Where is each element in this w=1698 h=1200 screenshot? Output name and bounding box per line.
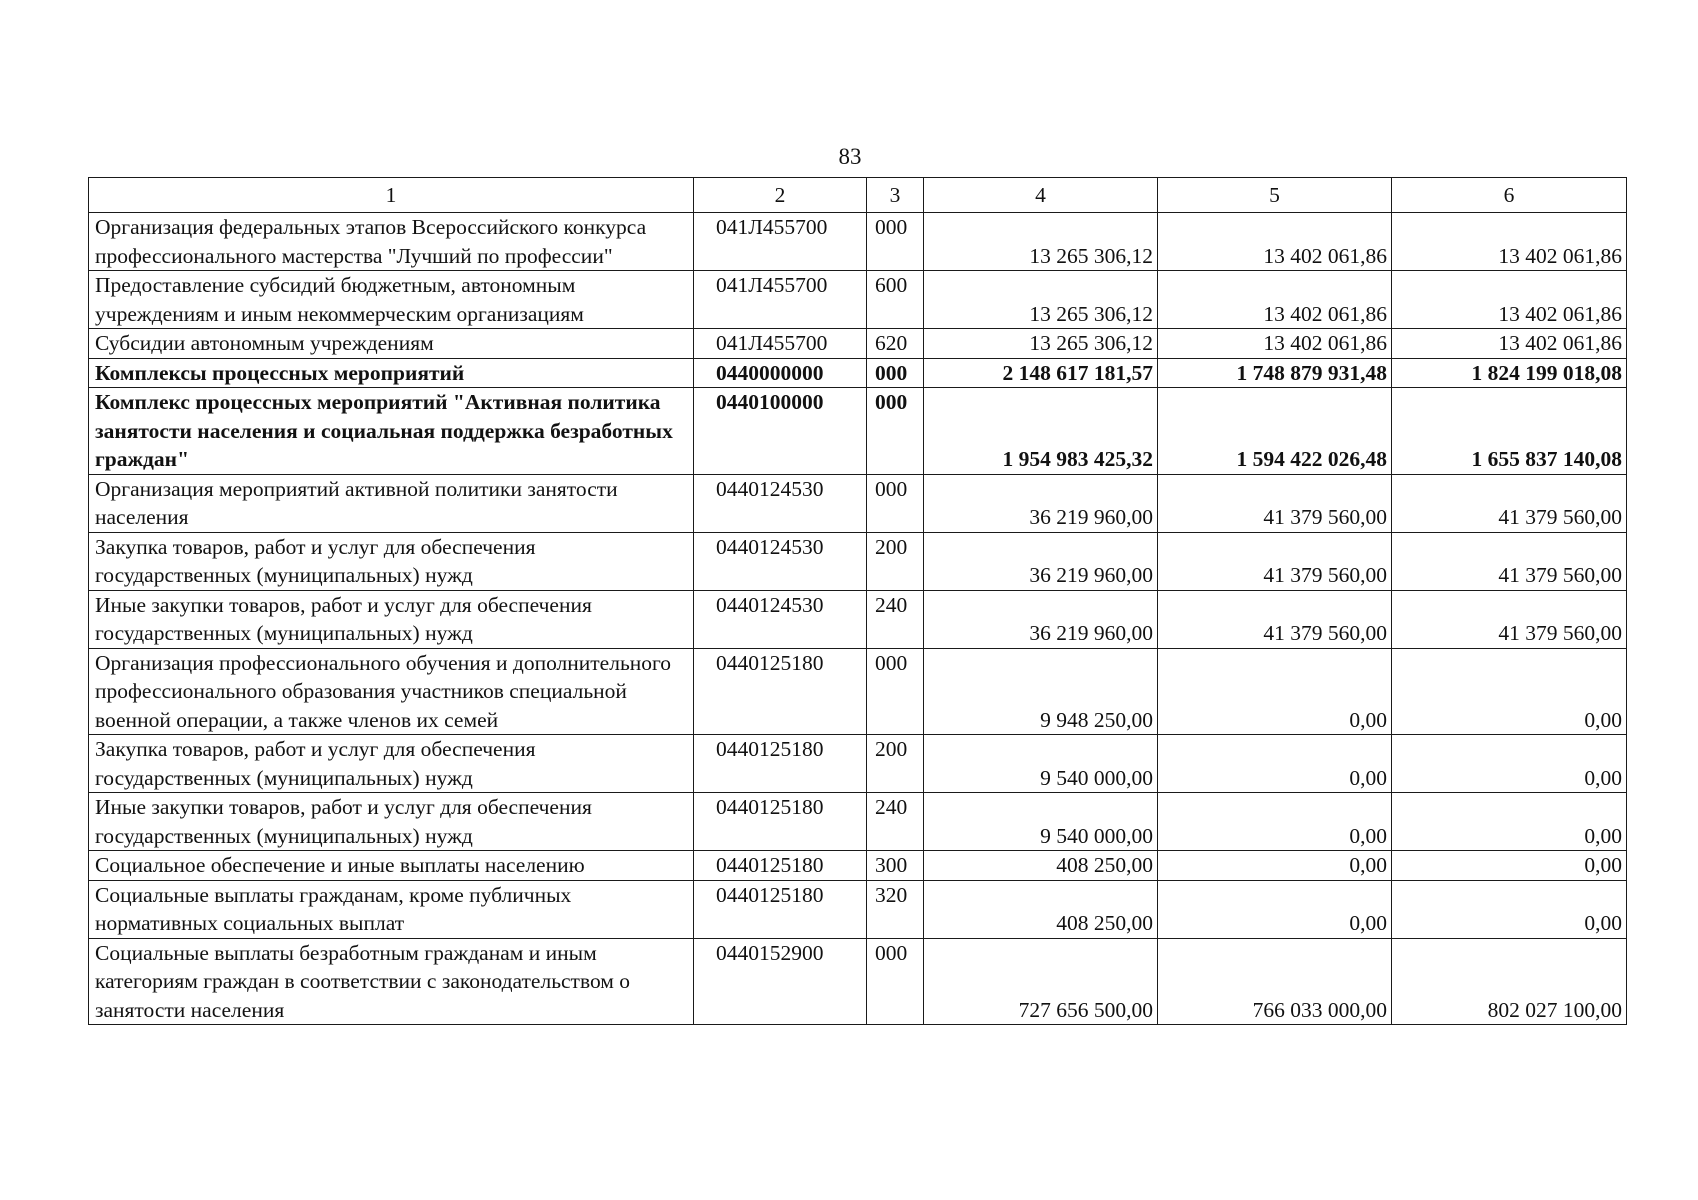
row-amount-col4: 1 954 983 425,32 — [924, 388, 1158, 475]
row-amount-col6: 13 402 061,86 — [1392, 329, 1627, 359]
header-row — [89, 178, 1627, 213]
header-cell-1: 1 — [89, 178, 694, 213]
table-row — [89, 271, 1627, 329]
row-amount-col5: 1 748 879 931,48 — [1158, 358, 1392, 388]
row-amount-col5: 13 402 061,86 — [1158, 329, 1392, 359]
row-amount-col4: 13 265 306,12 — [924, 213, 1158, 271]
row-name: Организация профессионального обучения и дополнительного профессионального образования участников специальной военной операции, а также членов их семей — [89, 648, 694, 735]
row-amount-col6: 41 379 560,00 — [1392, 590, 1627, 648]
row-expense-type: 320 — [867, 880, 924, 938]
row-amount-col6: 802 027 100,00 — [1392, 938, 1627, 1025]
budget-table-body — [89, 178, 1627, 1025]
row-name: Закупка товаров, работ и услуг для обеспечения государственных (муниципальных) нужд — [89, 532, 694, 590]
row-target-code: 0440125180 — [694, 735, 867, 793]
row-amount-col4: 36 219 960,00 — [924, 474, 1158, 532]
row-name: Социальные выплаты безработным гражданам и иным категориям граждан в соответствии с законодательством о занятости населения — [89, 938, 694, 1025]
row-amount-col5: 0,00 — [1158, 880, 1392, 938]
table-row — [89, 851, 1627, 881]
row-amount-col4: 9 540 000,00 — [924, 735, 1158, 793]
header-cell-6: 6 — [1392, 178, 1627, 213]
row-name: Закупка товаров, работ и услуг для обеспечения государственных (муниципальных) нужд — [89, 735, 694, 793]
table-row — [89, 329, 1627, 359]
row-name: Иные закупки товаров, работ и услуг для обеспечения государственных (муниципальных) нужд — [89, 793, 694, 851]
table-row — [89, 388, 1627, 475]
row-amount-col4: 13 265 306,12 — [924, 329, 1158, 359]
header-cell-2: 2 — [694, 178, 867, 213]
row-amount-col6: 0,00 — [1392, 735, 1627, 793]
row-amount-col6: 41 379 560,00 — [1392, 532, 1627, 590]
row-name: Предоставление субсидий бюджетным, автономным учреждениям и иным некоммерческим организациям — [89, 271, 694, 329]
row-amount-col5: 13 402 061,86 — [1158, 271, 1392, 329]
row-amount-col5: 41 379 560,00 — [1158, 474, 1392, 532]
row-name: Организация федеральных этапов Всероссийского конкурса профессионального мастерства "Лучший по профессии" — [89, 213, 694, 271]
row-amount-col4: 36 219 960,00 — [924, 532, 1158, 590]
row-name: Субсидии автономным учреждениям — [89, 329, 694, 359]
row-amount-col6: 0,00 — [1392, 793, 1627, 851]
row-amount-col6: 13 402 061,86 — [1392, 213, 1627, 271]
row-target-code: 0440125180 — [694, 648, 867, 735]
row-target-code: 0440125180 — [694, 880, 867, 938]
row-amount-col4: 36 219 960,00 — [924, 590, 1158, 648]
row-expense-type: 240 — [867, 793, 924, 851]
row-expense-type: 240 — [867, 590, 924, 648]
row-amount-col6: 0,00 — [1392, 880, 1627, 938]
row-amount-col4: 9 948 250,00 — [924, 648, 1158, 735]
table-row — [89, 880, 1627, 938]
row-target-code: 0440100000 — [694, 388, 867, 475]
row-target-code: 041Л455700 — [694, 329, 867, 359]
row-expense-type: 000 — [867, 938, 924, 1025]
budget-table — [88, 177, 1627, 1025]
row-expense-type: 000 — [867, 648, 924, 735]
row-amount-col4: 2 148 617 181,57 — [924, 358, 1158, 388]
row-amount-col5: 41 379 560,00 — [1158, 590, 1392, 648]
row-amount-col6: 41 379 560,00 — [1392, 474, 1627, 532]
row-amount-col6: 1 655 837 140,08 — [1392, 388, 1627, 475]
row-name: Комплекс процессных мероприятий "Активная политика занятости населения и социальная поддержка безработных граждан" — [89, 388, 694, 475]
row-name: Иные закупки товаров, работ и услуг для обеспечения государственных (муниципальных) нужд — [89, 590, 694, 648]
row-amount-col5: 766 033 000,00 — [1158, 938, 1392, 1025]
row-expense-type: 000 — [867, 358, 924, 388]
row-target-code: 041Л455700 — [694, 271, 867, 329]
row-expense-type: 620 — [867, 329, 924, 359]
row-amount-col4: 727 656 500,00 — [924, 938, 1158, 1025]
table-row — [89, 648, 1627, 735]
row-amount-col6: 0,00 — [1392, 851, 1627, 881]
row-expense-type: 300 — [867, 851, 924, 881]
row-amount-col6: 0,00 — [1392, 648, 1627, 735]
row-target-code: 0440152900 — [694, 938, 867, 1025]
row-target-code: 041Л455700 — [694, 213, 867, 271]
row-amount-col4: 9 540 000,00 — [924, 793, 1158, 851]
row-expense-type: 000 — [867, 213, 924, 271]
row-target-code: 0440125180 — [694, 793, 867, 851]
row-target-code: 0440125180 — [694, 851, 867, 881]
row-amount-col5: 41 379 560,00 — [1158, 532, 1392, 590]
row-target-code: 0440124530 — [694, 590, 867, 648]
table-row — [89, 793, 1627, 851]
row-amount-col5: 0,00 — [1158, 648, 1392, 735]
row-target-code: 0440124530 — [694, 474, 867, 532]
row-amount-col4: 408 250,00 — [924, 880, 1158, 938]
row-expense-type: 000 — [867, 388, 924, 475]
table-row — [89, 735, 1627, 793]
row-amount-col4: 13 265 306,12 — [924, 271, 1158, 329]
row-amount-col5: 0,00 — [1158, 851, 1392, 881]
row-expense-type: 000 — [867, 474, 924, 532]
row-amount-col5: 0,00 — [1158, 793, 1392, 851]
row-amount-col5: 1 594 422 026,48 — [1158, 388, 1392, 475]
row-target-code: 0440124530 — [694, 532, 867, 590]
row-amount-col6: 1 824 199 018,08 — [1392, 358, 1627, 388]
row-name: Комплексы процессных мероприятий — [89, 358, 694, 388]
row-expense-type: 200 — [867, 735, 924, 793]
row-name: Организация мероприятий активной политики занятости населения — [89, 474, 694, 532]
row-amount-col5: 13 402 061,86 — [1158, 213, 1392, 271]
row-amount-col5: 0,00 — [1158, 735, 1392, 793]
row-amount-col6: 13 402 061,86 — [1392, 271, 1627, 329]
row-amount-col4: 408 250,00 — [924, 851, 1158, 881]
table-row — [89, 213, 1627, 271]
row-expense-type: 600 — [867, 271, 924, 329]
table-row — [89, 590, 1627, 648]
table-row — [89, 938, 1627, 1025]
row-name: Социальное обеспечение и иные выплаты населению — [89, 851, 694, 881]
table-row — [89, 532, 1627, 590]
table-row — [89, 474, 1627, 532]
header-cell-3: 3 — [867, 178, 924, 213]
row-name: Социальные выплаты гражданам, кроме публичных нормативных социальных выплат — [89, 880, 694, 938]
header-cell-4: 4 — [924, 178, 1158, 213]
row-expense-type: 200 — [867, 532, 924, 590]
row-target-code: 0440000000 — [694, 358, 867, 388]
page-number: 83 — [838, 144, 862, 169]
header-cell-5: 5 — [1158, 178, 1392, 213]
table-row — [89, 358, 1627, 388]
